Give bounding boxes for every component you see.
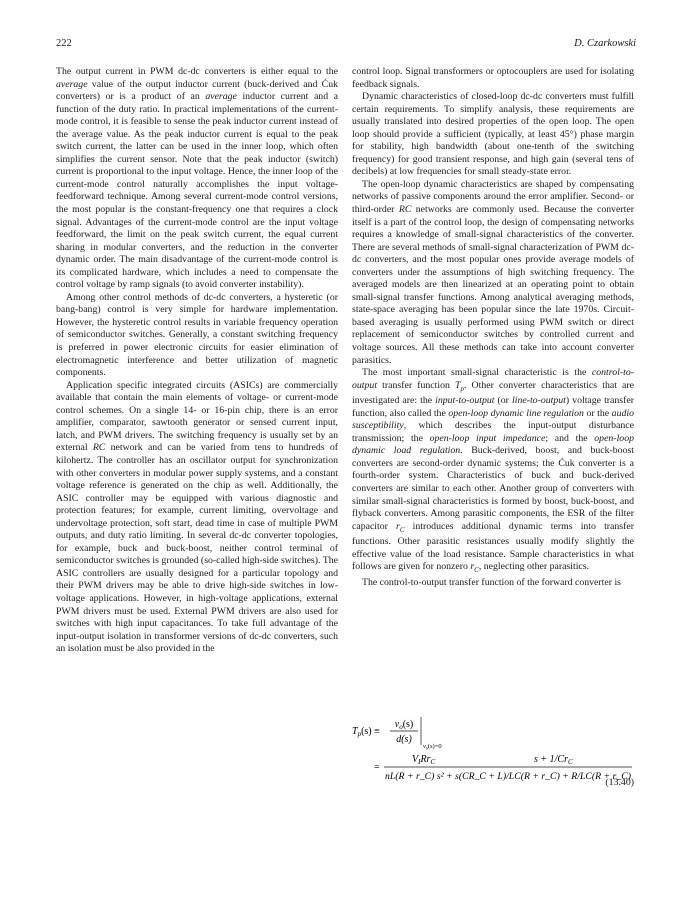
text-run: control-to-output [352,367,634,391]
eq-frac1-numerator: $v_o(s)$ [394,719,414,731]
text-run: r [470,561,475,573]
text-run: ) voltage transfer function, also called the [352,395,634,419]
text-run: control loop. Signal transformers or optocouplers are used for isolating feedback signals. [352,66,634,90]
equation-formula [352,708,634,788]
paragraph [352,91,634,179]
text-run: RC [92,442,106,454]
eq-frac1-denominator: d(s) [396,734,412,745]
text-run: . Other converter characteristics that are investigated are: the [352,379,634,407]
text-run: networks are commonly used. Because the converter itself is a part of the control loop, the design of compensating networks requires a knowledge of small-signal characteristics of the converter. There are several methods of small-signal characterization of PWM dc-dc converters, and the most popular ones provide average models of converters under the assumptions of high switching frequency. The averaged models are then linearized at an operating point to obtain small-signal transfer functions. Among analytical averaging methods, state-space averaging has been popular since the late 1970s. Circuit-based averaging is usually performed using PWM switch or direct replacement of semiconductor switches by controlled current and voltage sources. All these methods can take into account converter parasitics. [352,204,634,366]
paragraph [352,66,634,91]
paragraph [56,380,338,656]
eq-equals: = [374,762,380,773]
text-run: Dynamic characteristics of closed-loop dc-dc converters must fulfill certain requirements. To simplify analysis, these requirements are usually translated into desired properties of the open loop. The open loop should provide a sufficient (typically, at least 45°) phase margin for stability, high bandwidth (about one-tenth of the switching frequency) for good transient response, and high gain (several tens of decibels) at low frequencies for small steady-state error. [352,91,634,178]
text-run: , neglecting other parasitics. [478,561,590,573]
text-run: network and can be varied from tens to hundreds of kilohertz. The controller has an oscillator output for synchronization with other converters in modular power supply systems, and a constant voltage reference is generated on the chip as well. Additionally, the ASIC controller may be equipped with various diagnostic and protection features; for example, current limiting, overvoltage and undervoltage protection, soft start, dead time in case of multiple PWM outputs, and duty ratio limiting. In several dc-dc converter topologies, for example, buck and buck-boost, neither control terminal of semiconductor switches is grounded (so-called high-side switches). The ASIC controllers are usually designed for a particular topology and their PWM drivers may be able to drive high-side switches in low-voltage applications. However, in high-voltage applications, external PWM drivers must be used. External PWM drivers are also used for switches with high input capacitances. To take full advantage of the input-output isolation in transformer versions of dc-dc converters, such an isolation must be also provided in the [56,442,338,655]
text-run: (or [494,395,512,407]
text-run: inductor current and a function of the duty ratio. In practical implementations of the current-mode control, it is feasible to sense the peak inductor current instead of the average value. As the peak inductor current is equal to the peak switch current, the latter can be used in the inner loop, which often simplifies the current sensor. Note that the peak inductor (switch) current is proportional to the input voltage. Hence, the inner loop of the current-mode control naturally accomplishes the input voltage-feedforward technique. Among several current-mode control versions, the most popular is the constant-frequency one that requires a clock signal. Advantages of the current-mode control are the input voltage feedforward, the limit on the peak switch current, the equal current sharing in modular converters, and the reduction in the converter dynamic order. The main disadvantage of the current-mode control is its complicated hardware, which includes a need to compensate the control voltage by ramp signals (to avoid converter instability). [56,91,338,291]
text-run: value of the output inductor current (buck-derived and Ćuk converters) or is a product of an [56,78,338,103]
paragraph [56,292,338,380]
text-run: line-to-output [512,395,566,407]
text-run: r [396,520,400,532]
text-run: p [460,384,464,393]
text-run: or the [583,407,612,419]
text-run: . Buck-derived, boost, and buck-boost converters are second-order dynamic systems; the Ćuk converter is a fourth-order system. Characteristics of buck and buck-derived converters are similar to each other. Another group of converters with similar small-signal characteristics is formed by boost, buck-boost, and flyback converters. Among parasitic components, the ESR of the filter capacitor [352,445,634,532]
page-header [56,38,636,52]
text-run: The control-to-output transfer function of the forward converter is [362,576,621,588]
text-run: The open-loop dynamic characteristics are shaped by compensating networks of passive components around the error amplifier. Second- or third-order [352,178,634,216]
text-run: audio susceptibility [352,407,634,432]
eq-lhs: $T_p(s)$ ≡ [352,726,380,738]
text-run: input-to-output [435,395,495,407]
paragraph [352,577,634,590]
paragraph [56,66,338,292]
text-run: Among other control methods of dc-dc converters, a hysteretic (or bang-bang) control is very simple for hardware implementation. However, the hysteretic control results in variable frequency operation of semiconductor switches. Generally, a constant switching frequency is preferred in power electronic circuits for easier elimination of electromagnetic interference and better utilization of magnetic components. [56,291,338,379]
text-run: C [399,525,405,534]
eq-denominator: nL(R + r_C) s² + s(CR_C + L)/LC(R + r_C) + R/LC(R + r_C) [385,772,622,782]
text-run: average [205,91,237,103]
page-number: 222 [56,38,72,49]
text-run: open-loop dynamic load regulation [352,432,634,457]
text-run: The output current in PWM dc-dc converters is either equal to the [56,66,338,77]
eq-frac3-numerator: $s + 1/Cr_C$ [534,754,573,766]
text-run: transfer function [377,379,455,391]
text-run: Application specific integrated circuits (ASICs) are commercially available that contain the main elements of voltage- or current-mode control schemes. On a single 14- or 16-pin chip, there is an error amplifier, comparator, sawtooth generator or sensed current input, latch, and PWM drivers. The switching frequency is usually set by an external [56,379,338,454]
running-head-author: D. Czarkowski [574,38,636,49]
equation-number: (13.40) [605,777,634,788]
text-run: RC [398,204,412,216]
text-run: introduces additional dynamic terms into transfer functions. Other parasitic resistances usually modify slightly the effective value of the load resistance. Sample characteristics in what follows are given for nonzero [352,520,634,573]
left-text-column [56,66,338,656]
text-run: C [474,566,479,575]
eq-eval-condition: $v_s(s)=0$ [423,743,442,752]
text-run: open-loop dynamic line regulation [448,407,584,419]
right-text-column [352,66,634,589]
paragraph [352,367,634,577]
eq-frac2-numerator: $V_IRr_C$ [412,754,436,766]
paragraph [352,179,634,367]
equation-13-40 [352,708,634,788]
text-run: The most important small-signal characteristic is the [362,367,592,379]
text-run: ; and the [545,432,595,444]
text-run: open-loop input impedance [429,432,546,444]
text-run: average [56,78,88,90]
text-run: T [455,379,461,391]
text-run: , which describes the input-output disturbance transmission; the [352,420,634,444]
